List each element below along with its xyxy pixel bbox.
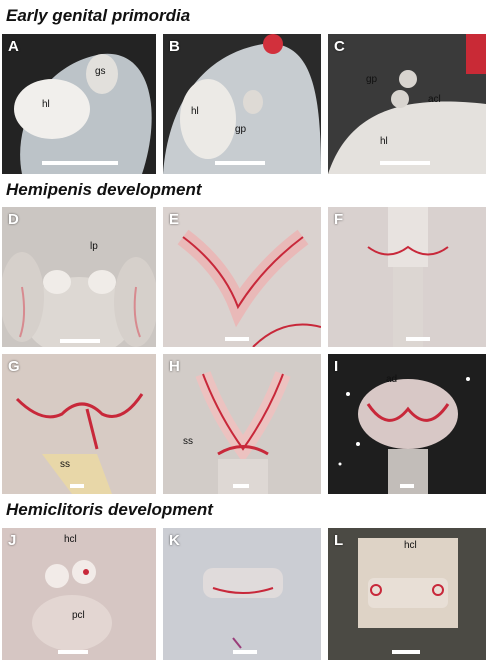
- panel-label-j: J: [8, 532, 17, 549]
- scale-bar: [400, 484, 414, 488]
- embryo-photo-b: [163, 34, 321, 174]
- panel-j: [2, 528, 156, 660]
- annotation-lp: lp: [90, 241, 98, 252]
- annotation-gs: gs: [95, 66, 106, 77]
- panel-k: [163, 528, 321, 660]
- annotation-ss: ss: [183, 436, 193, 447]
- panel-h: [163, 354, 321, 494]
- panel-label-l: L: [334, 532, 344, 549]
- panel-i: [328, 354, 486, 494]
- scale-bar: [215, 161, 265, 165]
- embryo-photo-e: [163, 207, 321, 347]
- panel-f: [328, 207, 486, 347]
- section-title-hemipenis: Hemipenis development: [6, 180, 202, 199]
- panel-b: [163, 34, 321, 174]
- panel-d: [2, 207, 156, 347]
- embryo-photo-j: [2, 528, 156, 660]
- panel-label-c: C: [334, 38, 345, 55]
- panel-label-b: B: [169, 38, 180, 55]
- embryo-photo-c: [328, 34, 486, 174]
- annotation-hl: hl: [42, 99, 50, 110]
- embryo-photo-d: [2, 207, 156, 347]
- annotation-hcl: hcl: [404, 540, 417, 551]
- panel-label-f: F: [334, 211, 344, 228]
- panel-label-h: H: [169, 358, 180, 375]
- panel-label-e: E: [169, 211, 180, 228]
- annotation-hcl: hcl: [64, 534, 77, 545]
- annotation-ss: ss: [60, 459, 70, 470]
- embryo-photo-i: [328, 354, 486, 494]
- scale-bar: [406, 337, 430, 341]
- embryo-photo-a: [2, 34, 156, 174]
- scale-bar: [233, 650, 257, 654]
- scale-bar: [225, 337, 249, 341]
- panel-label-g: G: [8, 358, 20, 375]
- panel-a: [2, 34, 156, 174]
- scale-bar: [58, 650, 88, 654]
- panel-label-i: I: [334, 358, 339, 375]
- annotation-pcl: pcl: [72, 610, 85, 621]
- embryo-photo-g: [2, 354, 156, 494]
- section-title-early: Early genital primordia: [6, 6, 191, 25]
- scale-bar: [380, 161, 430, 165]
- section-title-hemiclitoris: Hemiclitoris development: [6, 500, 213, 519]
- scale-bar: [392, 650, 420, 654]
- scale-bar: [60, 339, 100, 343]
- annotation-hl: hl: [380, 136, 388, 147]
- annotation-hl: hl: [191, 106, 199, 117]
- scale-bar: [70, 484, 84, 488]
- panel-l: [328, 528, 486, 660]
- panel-label-a: A: [8, 38, 19, 55]
- panel-c: [328, 34, 486, 174]
- panel-label-k: K: [169, 532, 180, 549]
- embryo-photo-k: [163, 528, 321, 660]
- panel-e: [163, 207, 321, 347]
- annotation-gp: gp: [235, 124, 247, 135]
- panel-label-d: D: [8, 211, 19, 228]
- scale-bar: [233, 484, 249, 488]
- embryo-photo-h: [163, 354, 321, 494]
- annotation-ad: ad: [386, 374, 398, 385]
- panel-g: [2, 354, 156, 494]
- embryo-photo-f: [328, 207, 486, 347]
- scale-bar: [42, 161, 118, 165]
- annotation-gp: gp: [366, 74, 378, 85]
- annotation-acl: acl: [428, 94, 441, 105]
